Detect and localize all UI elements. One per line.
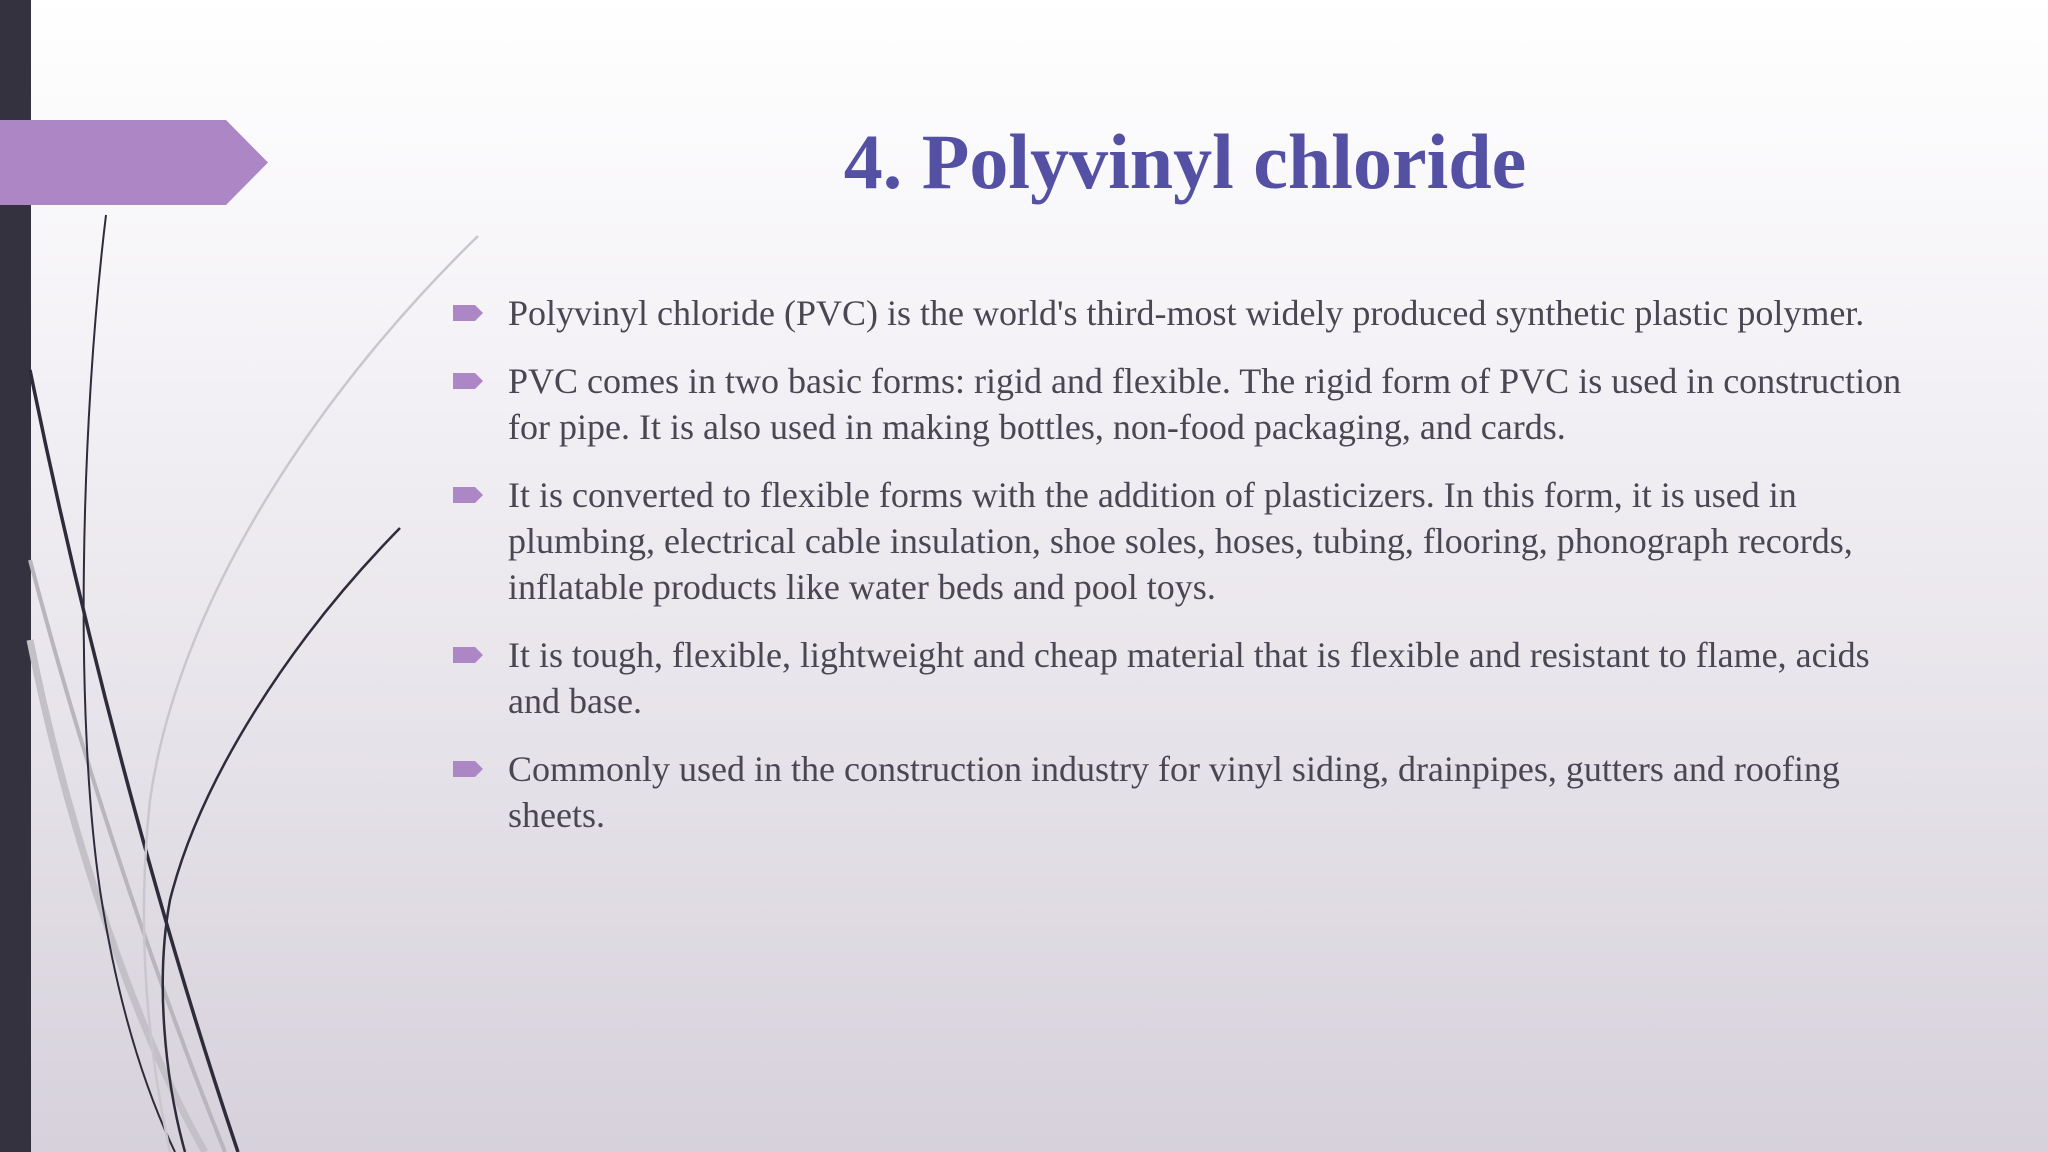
arrow-bullet-icon [453, 761, 483, 777]
bullet-item [448, 746, 1908, 838]
arrow-bullet-icon [453, 305, 483, 321]
bullet-item [448, 290, 1908, 336]
bullet-text: PVC comes in two basic forms: rigid and flexible. The rigid form of PVC is used in construction for pipe. It is also used in making bottles, non-food packaging, and cards. [508, 361, 1902, 447]
bullet-item [448, 472, 1908, 610]
bullet-text: It is tough, flexible, lightweight and cheap material that is flexible and resistant to flame, acids and base. [508, 635, 1870, 721]
bullet-item [448, 632, 1908, 724]
slide-title: 4. Polyvinyl chloride [843, 118, 1527, 205]
bullet-text: Polyvinyl chloride (PVC) is the world's third-most widely produced synthetic plastic polymer. [508, 293, 1865, 333]
bullet-text: Commonly used in the construction industry for vinyl siding, drainpipes, gutters and roofing sheets. [508, 749, 1840, 835]
bullet-item [448, 358, 1908, 450]
arrow-bullet-icon [453, 647, 483, 663]
title-chevron-accent [0, 120, 268, 205]
arrow-bullet-icon [453, 373, 483, 389]
arrow-bullet-icon [453, 487, 483, 503]
bullet-list [448, 290, 1908, 860]
bullet-text: It is converted to flexible forms with the addition of plasticizers. In this form, it is used in plumbing, electrical cable insulation, shoe soles, hoses, tubing, flooring, phonograph records, inflatable products like water beds and pool toys. [508, 475, 1853, 607]
